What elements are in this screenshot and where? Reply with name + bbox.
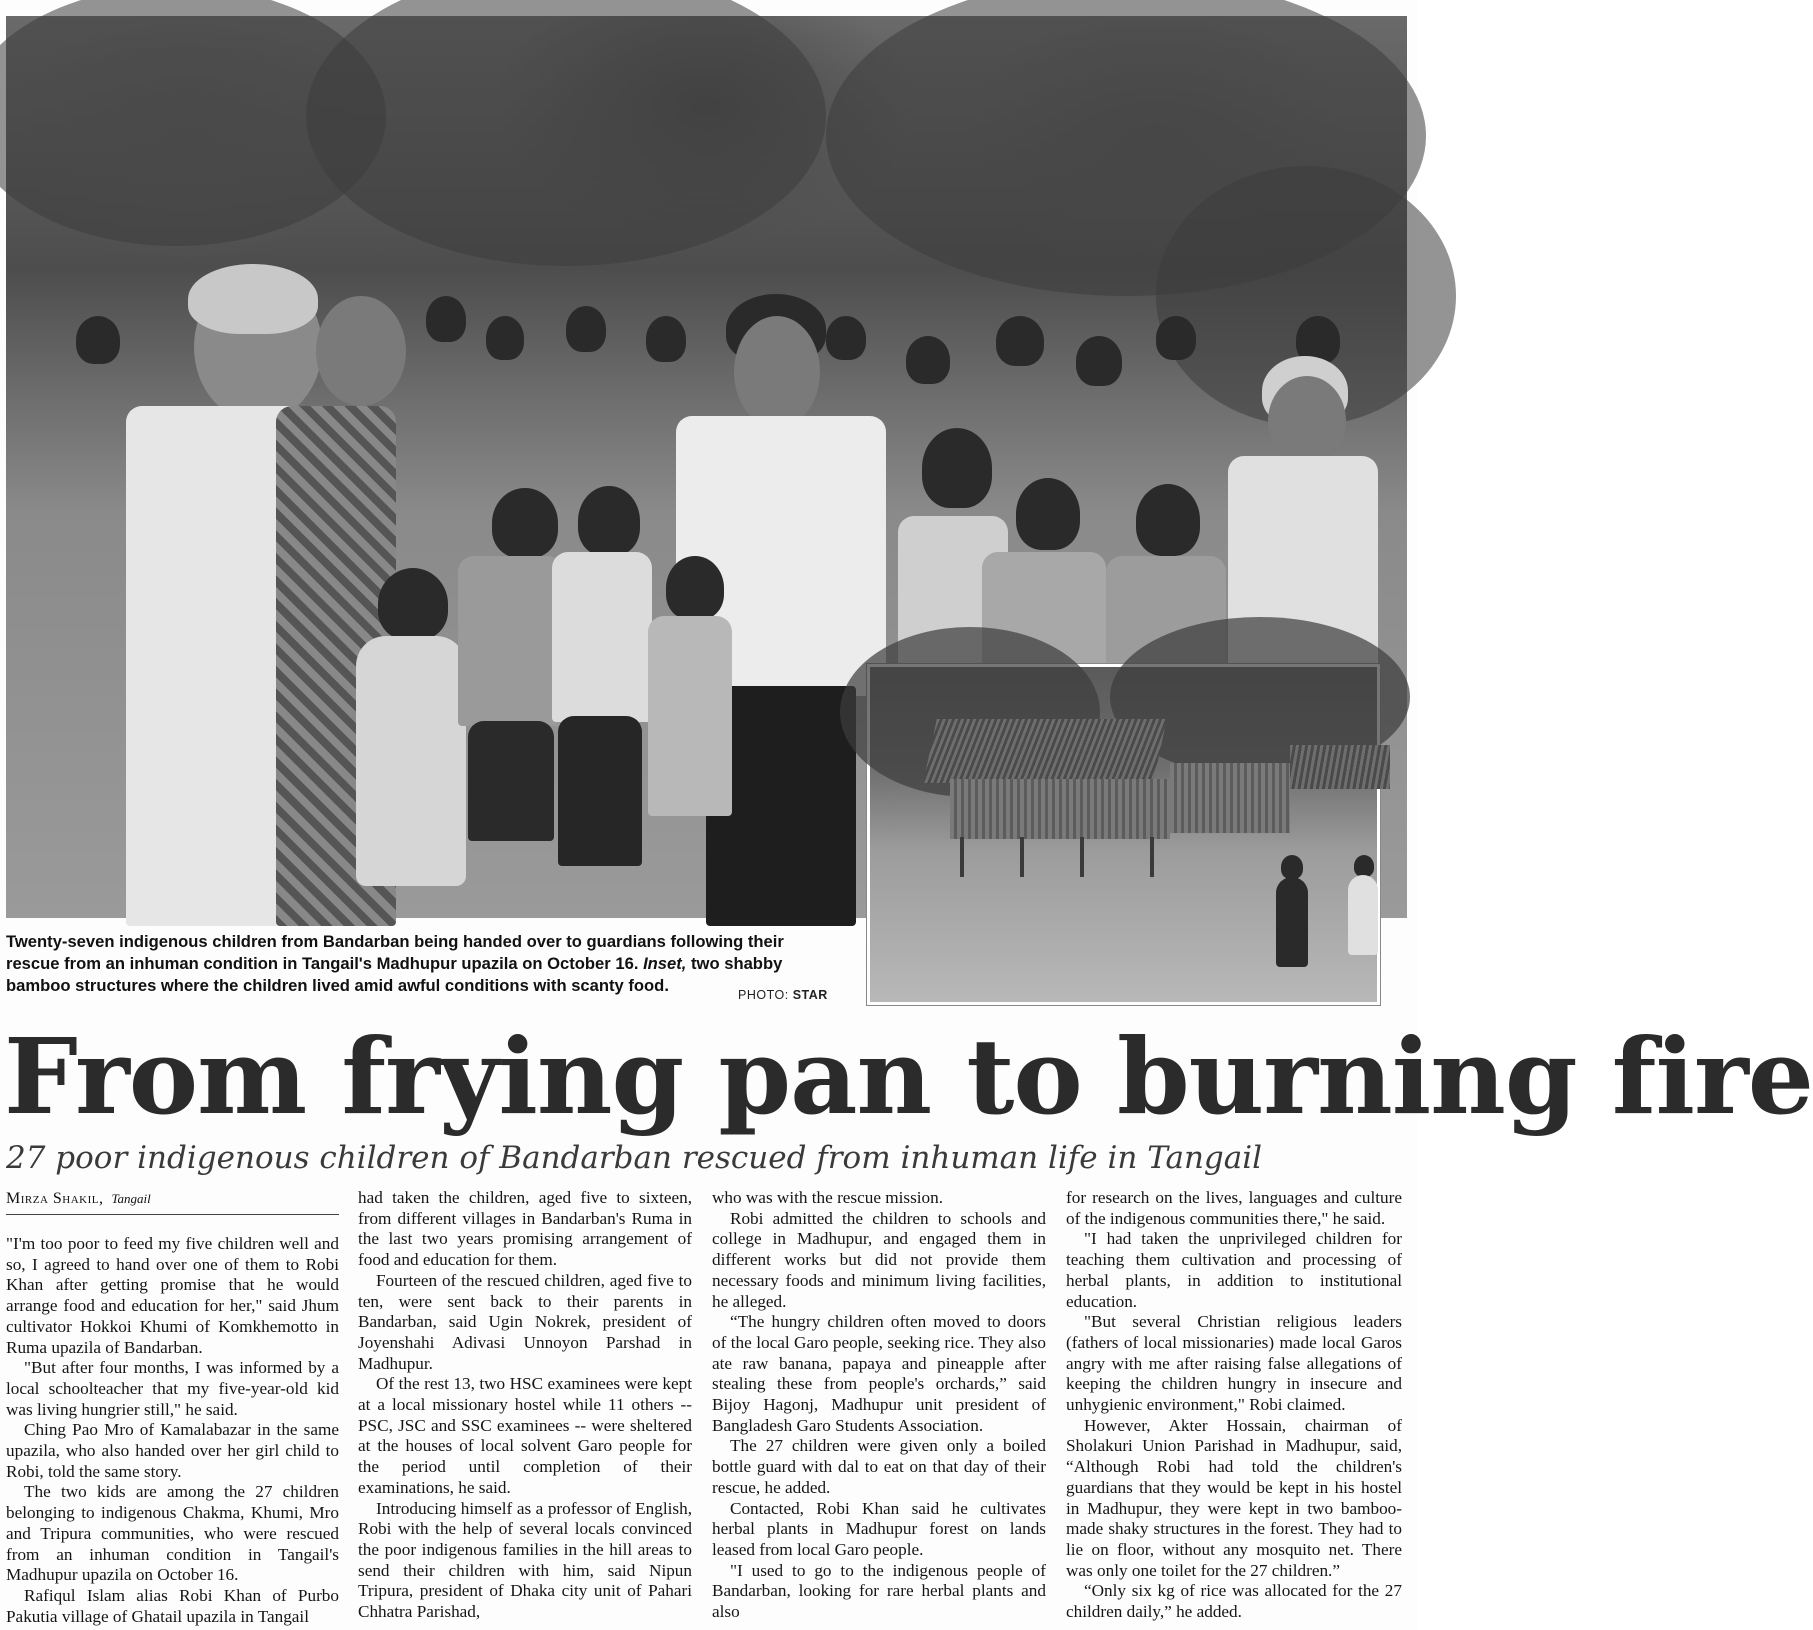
inset-photo bbox=[867, 664, 1380, 1005]
paragraph: Robi admitted the children to schools and college in Madhupur, and engaged them in different works but did not provide them necessary foods and minimum living facilities, he alleged. bbox=[712, 1208, 1046, 1311]
paragraph: "But after four months, I was informed by a local schoolteacher that my five-year-old kid was living hungrier still," he said. bbox=[6, 1358, 339, 1419]
paragraph: “The hungry children often moved to doors of the local Garo people, seeking rice. They also ate raw banana, papaya and pineapple after stealing these from people's orchards,” said Bijoy Hagonj, Madhupur unit president of Bangladesh Garo Students Association. bbox=[712, 1312, 1046, 1435]
article-column-2 bbox=[358, 1188, 692, 1623]
paragraph: Ching Pao Mro of Kamalabazar in the same upazila, who also handed over her girl child to Robi, told the same story. bbox=[6, 1420, 339, 1481]
paragraph: “Only six kg of rice was allocated for the 27 children daily,” he added. bbox=[1066, 1581, 1402, 1622]
photo-credit bbox=[738, 988, 828, 1002]
caption-inset-text: two shabby bamboo structures where the children lived amid awful conditions with scanty food. bbox=[6, 954, 783, 995]
paragraph: Fourteen of the rescued children, aged five to ten, were sent back to their parents in Bandarban, said Ugin Nokrek, president of Joyenshahi Adivasi Unnoyon Parshad in Madhupur. bbox=[358, 1270, 692, 1373]
article-column-4 bbox=[1066, 1188, 1402, 1623]
paragraph: However, Akter Hossain, chairman of Sholakuri Union Parishad in Madhupur, said, “Although Robi had told the children's guardians that they would be kept in his hostel in Madhupur, they were kept in two bamboo-made shaky structures in the forest. They had to lie on floor, without any mosquito net. There was only one toilet for the 27 children.” bbox=[1066, 1415, 1402, 1580]
paragraph: Of the rest 13, two HSC examinees were kept at a local missionary hostel while 11 others -- PSC, JSC and SSC examinees -- were sheltered at the houses of local solvent Garo people for the period until completion of their examinations, he said. bbox=[358, 1374, 692, 1497]
paragraph: The two kids are among the 27 children belonging to indigenous Chakma, Khumi, Mro and Tripura communities, who were rescued from an inhuman condition in Tangail's Madhupur upazila on October 16. bbox=[6, 1482, 339, 1585]
paragraph: "But several Christian religious leaders (fathers of local missionaries) made local Garos angry with me after raising false allegations of keeping the children hungry in insecure and unhygienic environment," Robi claimed. bbox=[1066, 1312, 1402, 1415]
subheadline: 27 poor indigenous children of Bandarban rescued from inhuman life in Tangail bbox=[6, 1140, 1263, 1176]
paragraph: The 27 children were given only a boiled bottle guard with dal to eat on that day of their rescue, he added. bbox=[712, 1436, 1046, 1497]
byline-place: Tangail bbox=[111, 1191, 151, 1206]
paragraph: Introducing himself as a professor of English, Robi with the help of several locals convinced the poor indigenous families in the hill areas to send their children with him, said Nipun Tripura, president of Dhaka city unit of Pahari Chhatra Parishad, bbox=[358, 1498, 692, 1622]
byline-author: Mirza Shakil, bbox=[6, 1190, 104, 1207]
paragraph: "I'm too poor to feed my five children well and so, I agreed to hand over one of them to Robi Khan after getting promise that he would arrange food and education for her," said Jhum cultivator Hokkoi Khumi of Komkhemotto in Ruma upazila of Bandarban. bbox=[6, 1234, 339, 1357]
caption-inset-label: Inset, bbox=[643, 954, 687, 973]
paragraph: Rafiqul Islam alias Robi Khan of Purbo Pakutia village of Ghatail upazila in Tangail bbox=[6, 1585, 339, 1626]
photo-credit-label: PHOTO: bbox=[738, 988, 789, 1002]
photo-caption bbox=[6, 931, 806, 997]
paragraph: "I used to go to the indigenous people of Bandarban, looking for rare herbal plants and also bbox=[712, 1560, 1046, 1622]
photo-credit-source: STAR bbox=[792, 988, 828, 1002]
paragraph: "I had taken the unprivileged children for teaching them cultivation and processing of herbal plants, in addition to institutional education. bbox=[1066, 1229, 1402, 1311]
article-column-3 bbox=[712, 1188, 1046, 1623]
article-column-1 bbox=[6, 1234, 339, 1627]
byline bbox=[6, 1190, 339, 1215]
paragraph: who was with the rescue mission. bbox=[712, 1188, 944, 1207]
paragraph: for research on the lives, languages and culture of the indigenous communities there," he said. bbox=[1066, 1188, 1402, 1228]
headline: From frying pan to burning fire bbox=[4, 1015, 1813, 1138]
paragraph: had taken the children, aged five to sixteen, from different villages in Bandarban's Ruma in the last two years promising arrangement of food and education for them. bbox=[358, 1188, 692, 1270]
caption-main-text: Twenty-seven indigenous children from Bandarban being handed over to guardians following their rescue from an inhuman condition in Tangail's Madhupur upazila on October 16. bbox=[6, 932, 784, 973]
paragraph: Contacted, Robi Khan said he cultivates herbal plants in Madhupur forest on lands leased from local Garo people. bbox=[712, 1498, 1046, 1559]
